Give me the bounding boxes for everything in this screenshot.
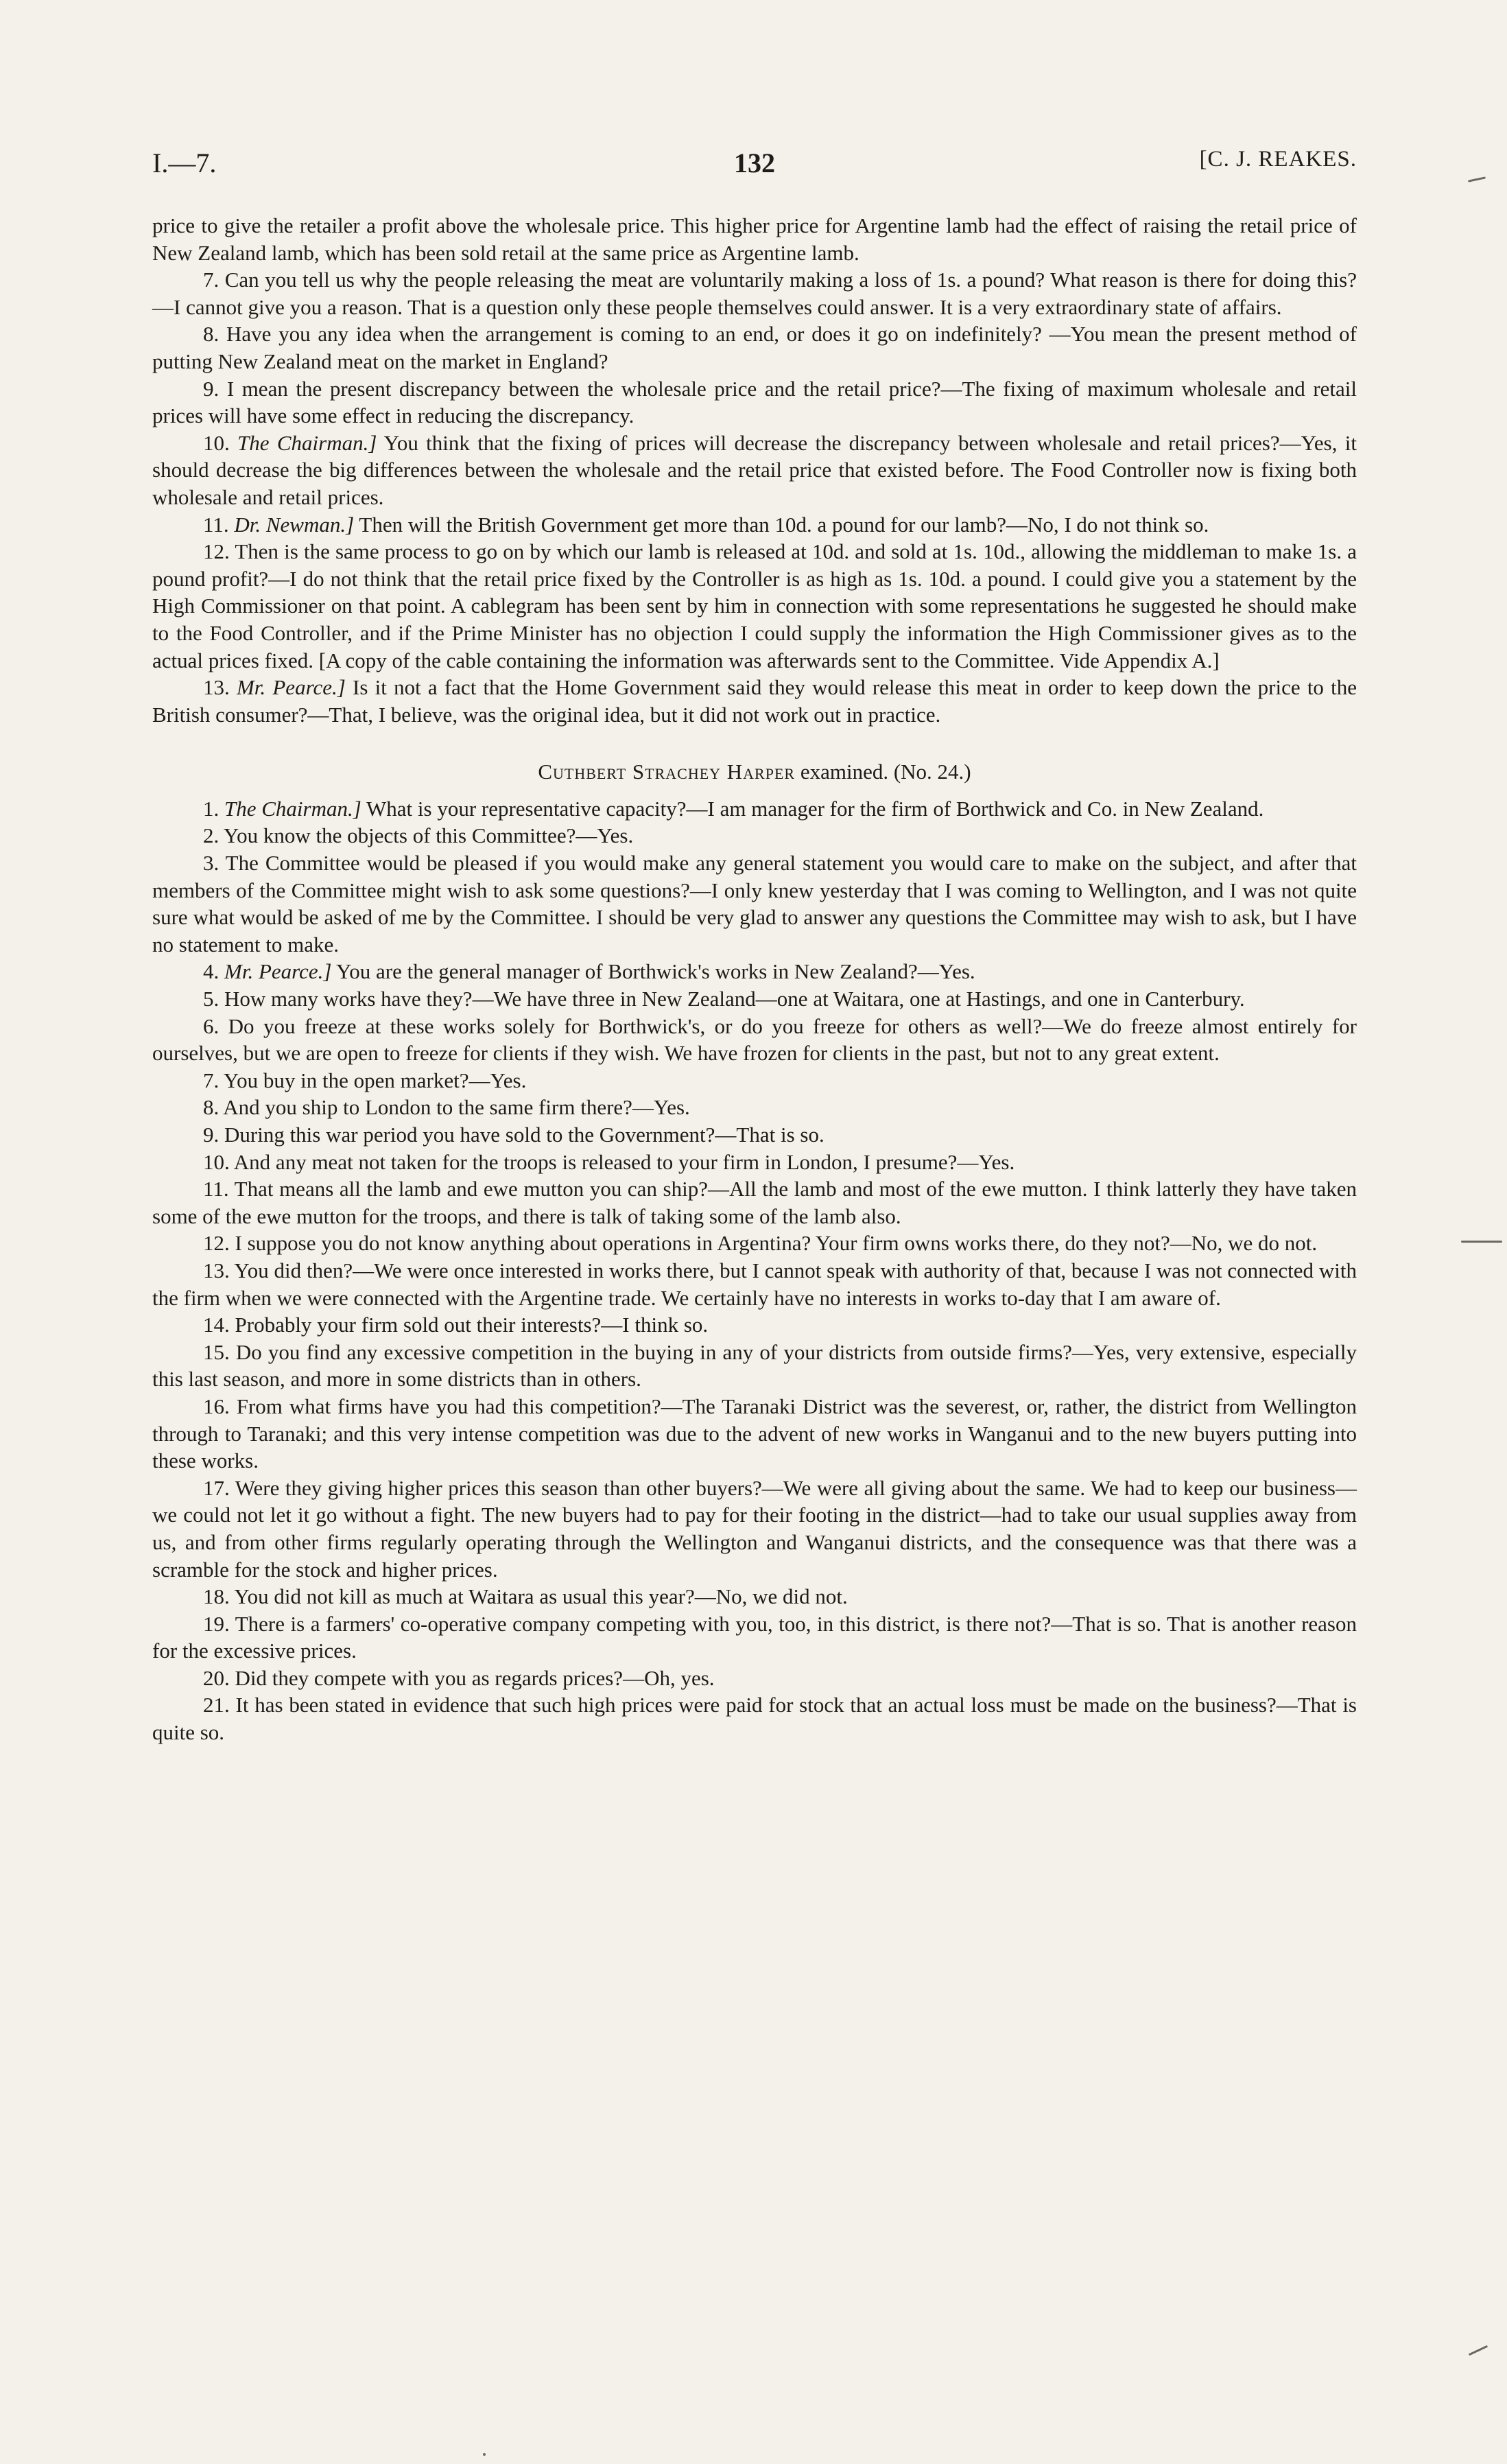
paragraph-text: Did they compete with you as regards prices?—Oh, yes.: [235, 1665, 715, 1690]
question-number: 13.: [203, 675, 230, 700]
paragraph-text: Is it not a fact that the Home Government said they would release this meat in order to keep down the price to the British consumer?—That, I believe, was the original idea, but it did not work out in practice.: [152, 675, 1357, 727]
paragraph-text: Can you tell us why the people releasing the meat are voluntarily making a loss of 1s. a pound? What reason is there for doing this?—I cannot give you a reason. That is a question only these people themselves could answer. It is a very extraordinary state of affairs.: [152, 268, 1357, 319]
paragraph: [152, 1475, 1357, 1583]
page-number: 132: [734, 148, 775, 178]
witness-heading-suffix: examined. (No. 24.): [800, 760, 971, 784]
question-number: 13.: [203, 1258, 230, 1282]
paragraph: [152, 985, 1357, 1013]
question-number: 3.: [203, 851, 219, 876]
paragraph-text: You did not kill as much at Waitara as usual this year?—No, we did not.: [234, 1584, 848, 1609]
paragraph: [152, 1339, 1357, 1393]
speaker-label: The Chairman.]: [237, 430, 377, 455]
question-number: 10.: [203, 430, 230, 455]
question-number: 5.: [203, 987, 219, 1011]
speaker-label: The Chairman.]: [224, 796, 361, 821]
paragraph-text: You know the objects of this Committee?—Yes.: [223, 823, 634, 848]
margin-mark-bottom: [1469, 2345, 1488, 2356]
margin-mark-foot: [483, 2453, 486, 2456]
paragraph: [152, 430, 1357, 511]
paragraph: [152, 1583, 1357, 1610]
question-number: 8.: [203, 1095, 219, 1120]
margin-mark-middle: [1461, 1241, 1502, 1243]
paragraph: [152, 674, 1357, 728]
paragraph: [152, 1230, 1357, 1257]
question-number: 12.: [203, 539, 230, 564]
speaker-label: Mr. Pearce.]: [236, 675, 346, 700]
paragraph-text: From what firms have you had this competition?—The Taranaki District was the severest, or, rather, the district from Wellington through to Taranaki; and this very intense competition was due to the advent of new works in Wanganui and to the new buyers putting into these works.: [152, 1394, 1357, 1473]
paragraph-text: Do you freeze at these works solely for Borthwick's, or do you freeze for others as well?—We do freeze almost entirely for ourselves, but we are open to freeze for clients if they wish. We have frozen for clients in the past, but not to any great extent.: [152, 1013, 1357, 1066]
paragraph: [152, 849, 1357, 958]
question-number: 17.: [203, 1475, 230, 1500]
speaker-label: Mr. Pearce.]: [224, 959, 332, 984]
paragraph: [152, 212, 1357, 266]
paragraph: [152, 1393, 1357, 1475]
question-number: 15.: [203, 1339, 230, 1364]
paragraph-text: I mean the present discrepancy between the wholesale price and the retail price?—The fixing of maximum wholesale and retail prices will have some effect in reducing the discrepancy.: [152, 376, 1357, 428]
question-number: 1.: [203, 796, 219, 821]
paragraph-text: That means all the lamb and ewe mutton you can ship?—All the lamb and most of the ewe mutton. I think latterly they have taken some of the ewe mutton for the troops, and there is talk of taking some of the lamb also.: [152, 1177, 1357, 1228]
paragraph-text: And any meat not taken for the troops is released to your firm in London, I presume?—Yes.: [233, 1149, 1015, 1174]
paragraph: [152, 1094, 1357, 1121]
paragraph-text: The Committee would be pleased if you would make any general statement you would care to make on the subject, and after that members of the Committee might wish to ask some questions?—I only knew yesterday that I was coming to Wellington, and I was not quite sure what would be asked of me by the Committee. I should be very glad to answer any questions the Committee may wish to ask, but I have no statement to make.: [152, 851, 1357, 957]
paragraph: [152, 958, 1357, 985]
paragraph-text: I suppose you do not know anything about operations in Argentina? Your firm owns works there, do they not?—No, we do not.: [235, 1231, 1318, 1256]
paragraph: [152, 1067, 1357, 1094]
paragraph-text: And you ship to London to the same firm there?—Yes.: [223, 1095, 690, 1120]
paragraph-text: What is your representative capacity?—I am manager for the firm of Borthwick and Co. in New Zealand.: [366, 796, 1264, 821]
paragraph: [152, 266, 1357, 320]
page-header: [152, 147, 1357, 181]
paragraph: [152, 538, 1357, 674]
paragraph: [152, 1149, 1357, 1176]
margin-mark-top: [1468, 176, 1486, 182]
paragraph-text: It has been stated in evidence that such high prices were paid for stock that an actual loss must be made on the business?—That is quite so.: [152, 1693, 1357, 1745]
paragraph: [152, 1013, 1357, 1067]
question-number: 14.: [203, 1313, 230, 1337]
paragraph-text: Were they giving higher prices this season than other buyers?—We were all giving about the same. We had to keep our business—we could not let it go without a fight. The new buyers had to pay for their footing in the district—had to take our usual supplies away from us, and from other firms regularly operating through the Wellington and Wanganui districts, and the consequence was that there was a scramble for the stock and higher prices.: [152, 1475, 1357, 1582]
paragraph-text: You buy in the open market?—Yes.: [223, 1068, 527, 1092]
paragraph-text: Have you any idea when the arrangement is coming to an end, or does it go on indefinitely? —You mean the present method of putting New Zealand meat on the market in England?: [152, 322, 1357, 373]
paragraph-text: Then is the same process to go on by which our lamb is released at 10d. and sold at 1s. 10d., allowing the middleman to make 1s. a pound profit?—I do not think that the retail price fixed by the Controller is as high as 1s. 10d. a pound. I could give you a statement by the High Commissioner on that point. A cablegram has been sent by him in connection with some representations he suggested he should make to the Food Controller, and if the Prime Minister has no objection I could supply the information the High Commissioner gives as to the actual prices fixed. [A copy of the cable containing the information was afterwards sent to the Committee. Vide Appendix A.]: [152, 539, 1357, 672]
paragraph-text: price to give the retailer a profit above the wholesale price. This higher price for Argentine lamb had the effect of raising the retail price of New Zealand lamb, which has been sold retail at the same price as Argentine lamb.: [152, 213, 1357, 265]
paragraph: [152, 1665, 1357, 1692]
body-text: [152, 212, 1357, 1746]
paragraph: [152, 1311, 1357, 1339]
question-number: 11.: [203, 1177, 229, 1201]
question-number: 16.: [203, 1394, 230, 1418]
paper-reference: I.—7.: [152, 148, 217, 178]
section-heading: [152, 758, 1357, 786]
paragraph-text: There is a farmers' co-operative company competing with you, too, in this district, is there not?—That is so. That is another reason for the excessive prices.: [152, 1611, 1357, 1663]
paragraph: [152, 1610, 1357, 1665]
question-number: 11.: [203, 512, 229, 537]
question-number: 7.: [203, 1068, 219, 1092]
paragraph-text: Probably your firm sold out their interests?—I think so.: [235, 1313, 709, 1337]
question-number: 12.: [203, 1231, 230, 1256]
paragraph-text: During this war period you have sold to the Government?—That is so.: [224, 1123, 824, 1147]
paragraph: [152, 511, 1357, 539]
question-number: 9.: [203, 1123, 219, 1147]
speaker-label: Dr. Newman.]: [234, 512, 355, 537]
paragraph: [152, 795, 1357, 823]
question-number: 19.: [203, 1611, 230, 1636]
question-number: 4.: [203, 959, 219, 984]
question-number: 6.: [203, 1013, 219, 1038]
paragraph-text: You did then?—We were once interested in works there, but I cannot speak with authority of that, because I was not connected with the firm when we were connected with the Argentine trade. We certainly have no interests in works to-day that I am aware of.: [152, 1258, 1357, 1310]
paragraph: [152, 1175, 1357, 1230]
paragraph: [152, 1691, 1357, 1746]
paragraph-text: Do you find any excessive competition in the buying in any of your districts from outside firms?—Yes, very extensive, especially this last season, and more in some districts than in others.: [152, 1339, 1357, 1392]
paragraph-text: You think that the fixing of prices will decrease the discrepancy between wholesale and retail prices?—Yes, it should decrease the big differences between the wholesale and the retail price that existed before. The Food Controller now is fixing both wholesale and retail prices.: [152, 430, 1357, 509]
paragraph: [152, 1121, 1357, 1149]
paragraph-text: How many works have they?—We have three in New Zealand—one at Waitara, one at Hastings, and one in Canterbury.: [224, 987, 1245, 1011]
paragraph: [152, 320, 1357, 375]
question-number: 8.: [203, 322, 219, 347]
question-number: 18.: [203, 1584, 230, 1609]
witness-heading-name: Cuthbert Strachey Harper: [538, 760, 796, 784]
paragraph: [152, 822, 1357, 849]
question-number: 21.: [203, 1693, 230, 1717]
paragraphs-after: [152, 795, 1357, 1746]
question-number: 7.: [203, 268, 219, 292]
paragraph-text: Then will the British Government get more than 10d. a pound for our lamb?—No, I do not think so.: [359, 512, 1209, 537]
paragraphs-before: [152, 212, 1357, 728]
witness-name: [C. J. REAKES.: [1199, 147, 1357, 172]
question-number: 2.: [203, 823, 219, 848]
question-number: 20.: [203, 1665, 230, 1690]
paragraph-text: You are the general manager of Borthwick's works in New Zealand?—Yes.: [336, 959, 975, 984]
question-number: 10.: [203, 1149, 230, 1174]
paragraph: [152, 375, 1357, 430]
question-number: 9.: [203, 376, 219, 401]
paragraph: [152, 1257, 1357, 1311]
